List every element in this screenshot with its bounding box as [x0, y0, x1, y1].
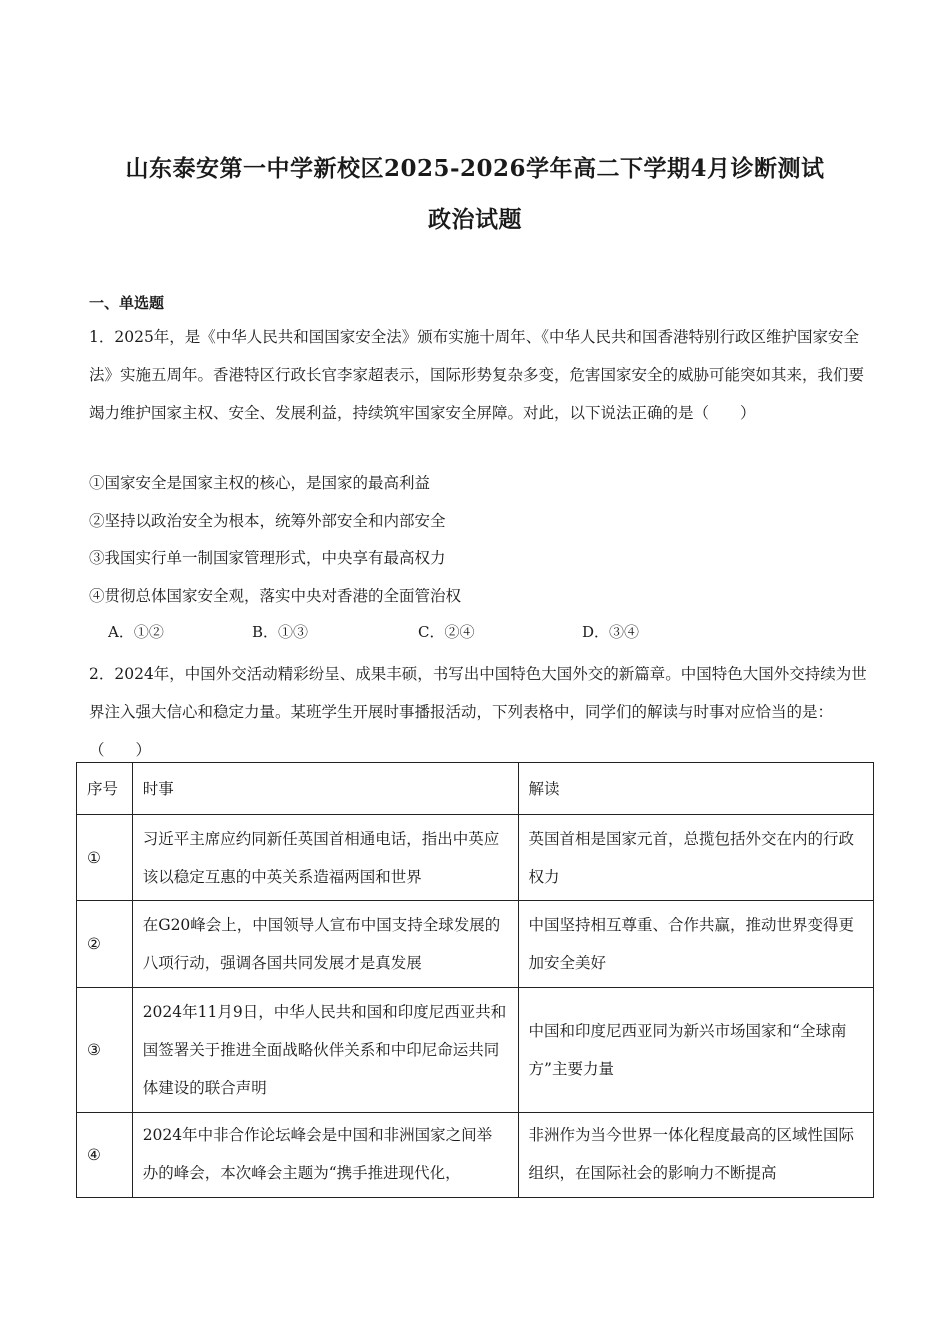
row-event: 2024年11月9日，中华人民共和国和印度尼西亚共和国签署关于推进全面战略伙伴关系和中印尼命运共同体建设的联合声明: [132, 988, 518, 1113]
choice-b[interactable]: B．①③: [252, 623, 309, 641]
question-2-stem: 2．2024年，中国外交活动精彩纷呈、成果丰硕，书写出中国特色大国外交的新篇章。中国特色大国外交持续为世界注入强大信心和稳定力量。某班学生开展时事播报活动，下列表格中，同学们的解读与时事对应恰当的是：（ ）: [89, 665, 867, 759]
row-number: ①: [77, 815, 133, 901]
row-number: ③: [77, 988, 133, 1113]
choice-d[interactable]: D．③④: [582, 623, 640, 641]
row-reading: 英国首相是国家元首，总揽包括外交在内的行政权力: [518, 815, 873, 901]
row-event: 习近平主席应约同新任英国首相通电话，指出中英应该以稳定互惠的中英关系造福两国和世界: [132, 815, 518, 901]
table-row: [77, 815, 874, 901]
table-row: [77, 901, 874, 988]
row-reading: 中国和印度尼西亚同为新兴市场国家和“全球南方”主要力量: [518, 988, 873, 1113]
row-event: 在G20峰会上，中国领导人宣布中国支持全球发展的八项行动，强调各国共同发展才是真发展: [132, 901, 518, 988]
exam-subject-title: 政治试题: [428, 206, 522, 233]
exam-title: 山东泰安第一中学新校区2025-2026学年高二下学期4月诊断测试: [125, 155, 825, 182]
header-event: 时事: [132, 763, 518, 815]
row-reading: 中国坚持相互尊重、合作共赢，推动世界变得更加安全美好: [518, 901, 873, 988]
question-1-option-4: ④贯彻总体国家安全观，落实中央对香港的全面管治权: [89, 587, 462, 605]
row-reading: 非洲作为当今世界一体化程度最高的区域性国际组织，在国际社会的影响力不断提高: [528, 1126, 855, 1182]
question-1-option-3: ③我国实行单一制国家管理形式，中央享有最高权力: [89, 549, 446, 567]
table-row: [77, 988, 874, 1113]
current-events-table: [76, 762, 874, 1198]
section-heading: 一、单选题: [89, 294, 165, 312]
question-1-stem: 1．2025年，是《中华人民共和国国家安全法》颁布实施十周年、《中华人民共和国香港特别行政区维护国家安全法》实施五周年。香港特区行政长官李家超表示，国际形势复杂多变，危害国家安全的威胁可能突如其来，我们要竭力维护国家主权、安全、发展利益，持续筑牢国家安全屏障。对此，以下说法正确的是（ ）: [89, 328, 865, 422]
table-row: [77, 1113, 874, 1198]
question-1-option-1: ①国家安全是国家主权的核心，是国家的最高利益: [89, 474, 431, 492]
question-1-option-2: ②坚持以政治安全为根本，统筹外部安全和内部安全: [89, 512, 446, 530]
row-number: ④: [77, 1113, 133, 1198]
row-number: ②: [77, 901, 133, 988]
row-event: 2024年中非合作论坛峰会是中国和非洲国家之间举办的峰会，本次峰会主题为“携手推进现代化，: [142, 1126, 493, 1182]
choice-a[interactable]: A．①②: [108, 623, 164, 641]
table-header-row: [77, 763, 874, 815]
header-number: 序号: [77, 763, 133, 815]
header-reading: 解读: [518, 763, 873, 815]
choice-c[interactable]: C．②④: [418, 623, 475, 641]
